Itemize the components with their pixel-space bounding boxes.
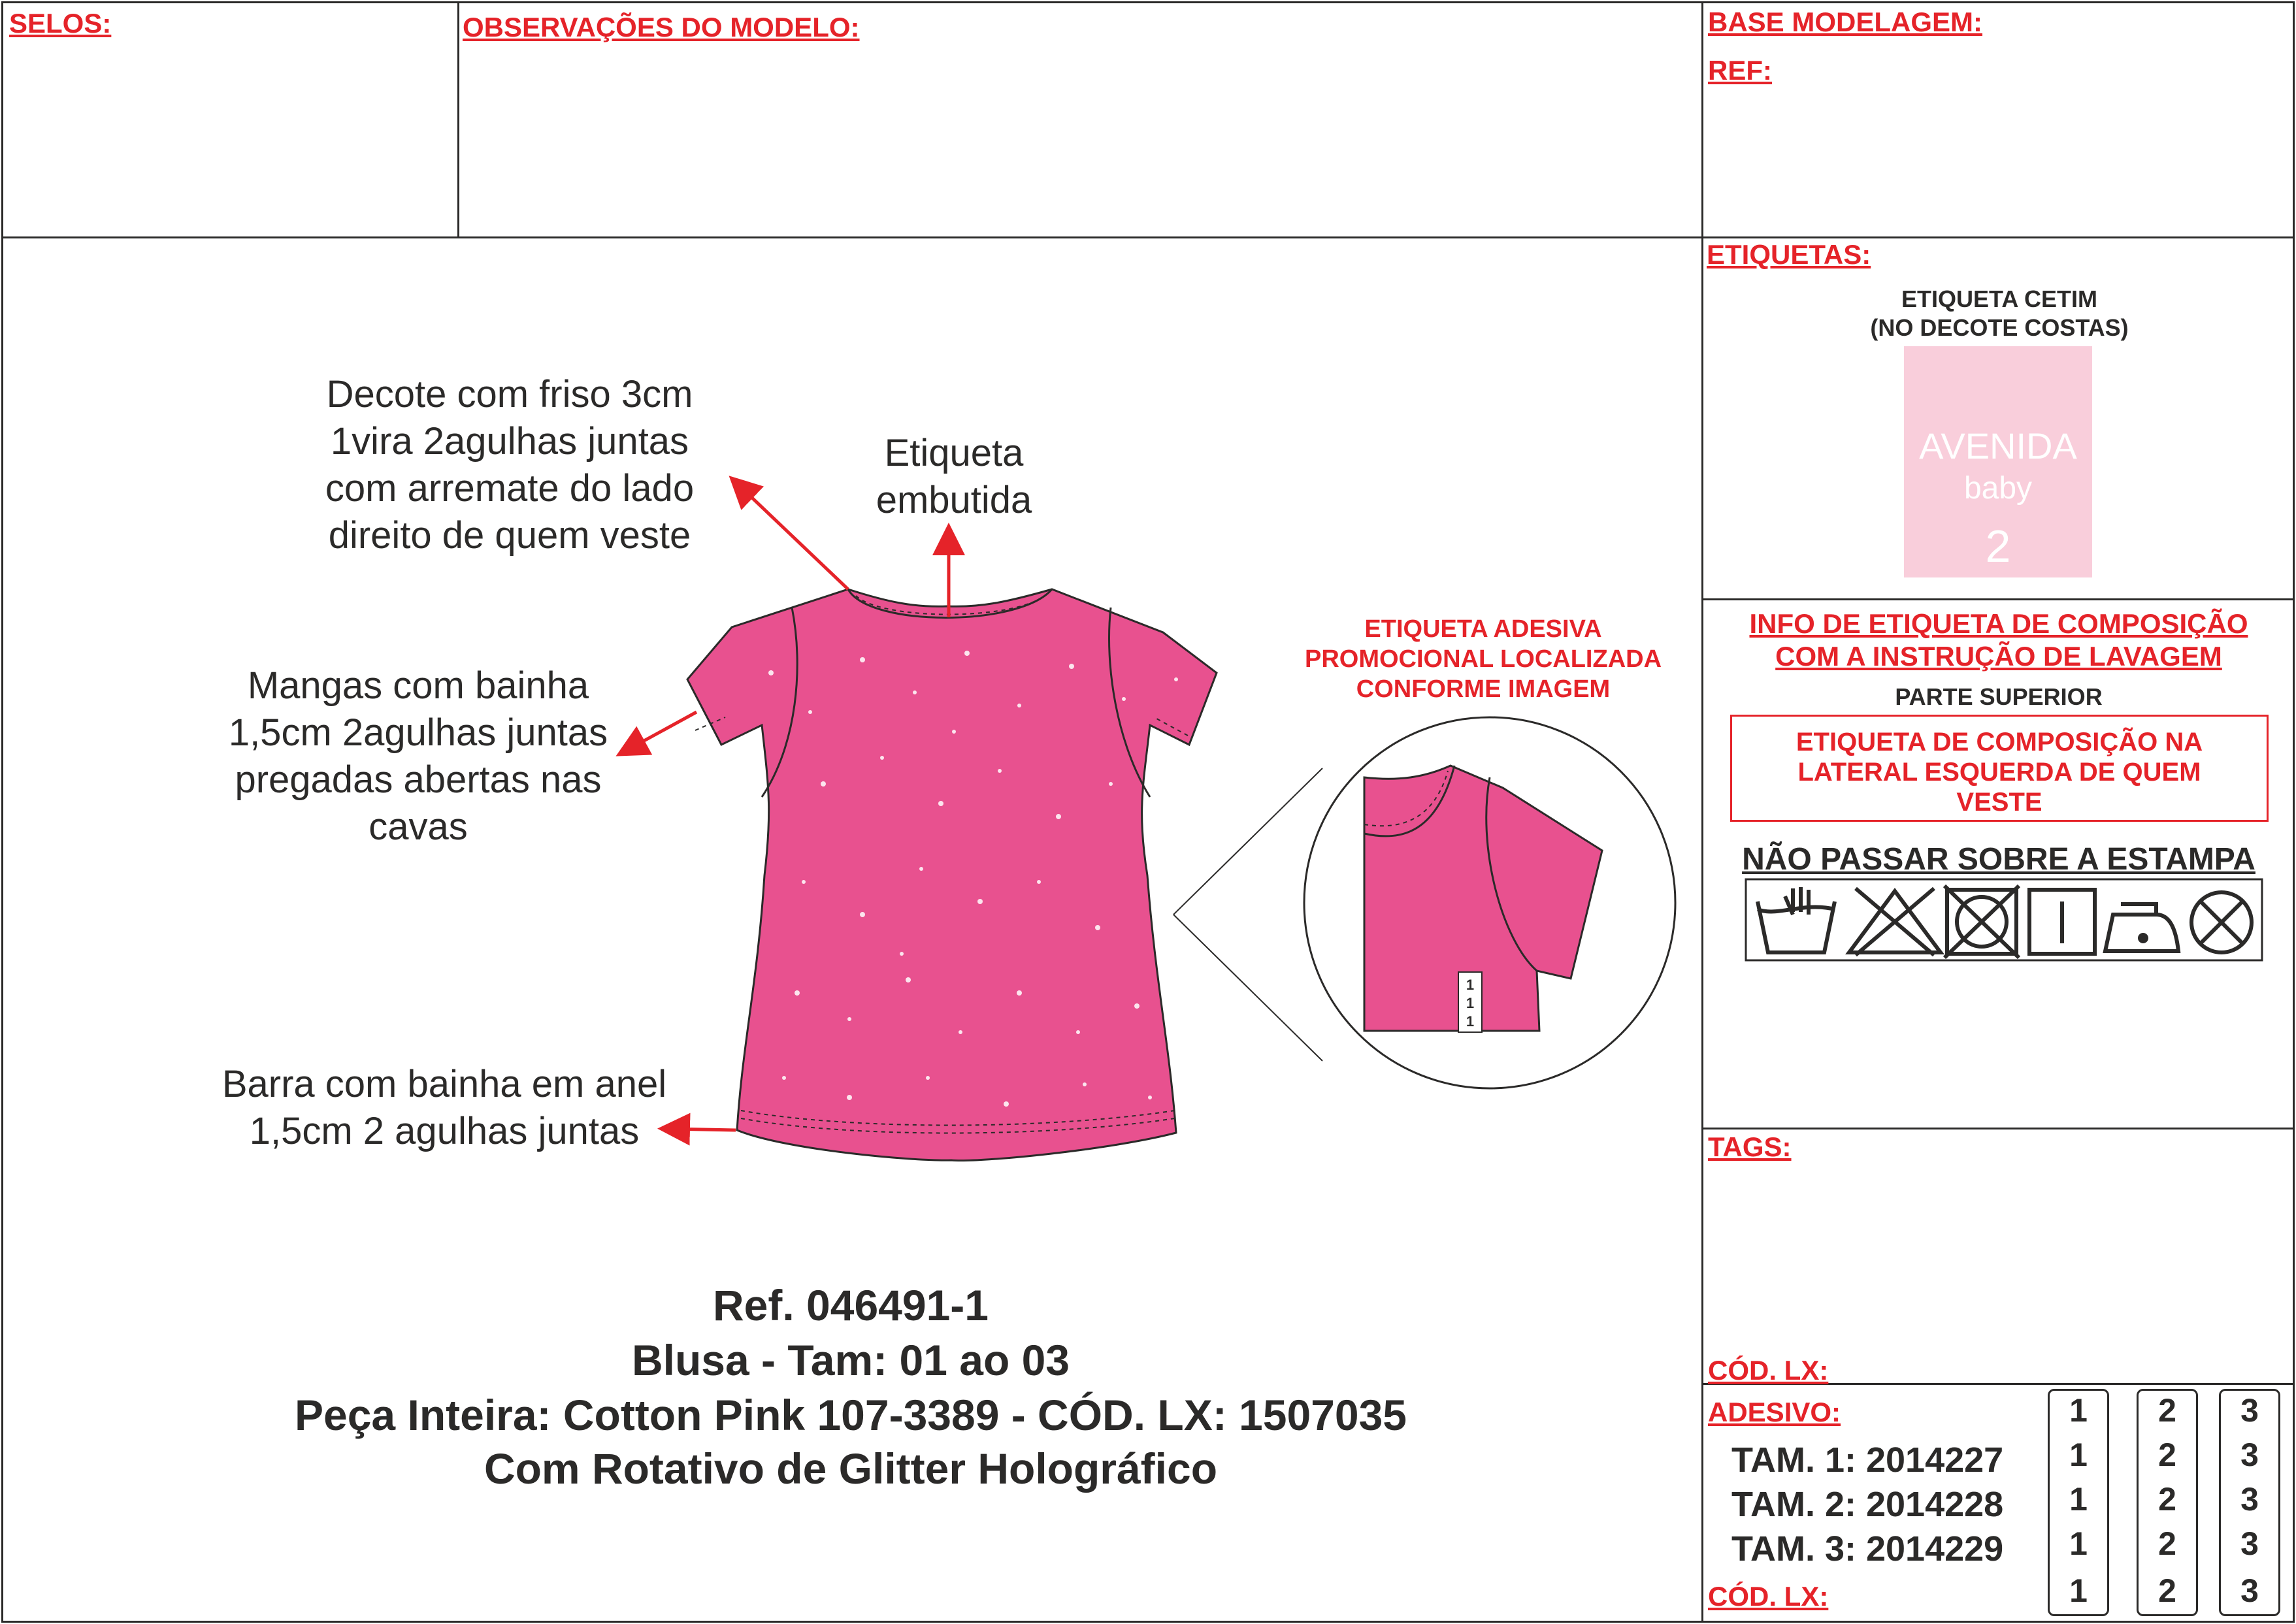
adesivo-heading: ADESIVO: (1708, 1397, 1841, 1427)
mangas-line-2: 1,5cm 2agulhas juntas (228, 711, 608, 754)
size-digit: 1 (2069, 1481, 2088, 1518)
no-tumble-dry-icon (1944, 886, 2019, 958)
size-digit: 2 (2158, 1437, 2176, 1473)
size-digit: 3 (2240, 1572, 2259, 1609)
tags-cod-lx: CÓD. LX: (1708, 1355, 1829, 1386)
cetim-title-line-2: (NO DECOTE COSTAS) (1870, 314, 2129, 341)
size-digit: 3 (2240, 1481, 2259, 1518)
size-digit: 3 (2240, 1392, 2259, 1429)
size-digit: 1 (2069, 1392, 2088, 1429)
mangas-line-3: pregadas abertas nas (235, 758, 602, 801)
adesivo-tam-3: TAM. 3: 2014229 (1731, 1529, 2004, 1568)
box-line-1: ETIQUETA DE COMPOSIÇÃO NA (1796, 728, 2203, 756)
adesivo-tam-1: TAM. 1: 2014227 (1731, 1440, 2004, 1480)
product-ref: Ref. 046491-1 (713, 1281, 989, 1329)
product-fabric: Peça Inteira: Cotton Pink 107-3389 - CÓD. LX: 1507035 (295, 1391, 1407, 1439)
ref-label: REF: (1708, 55, 1772, 86)
etiquetas-heading: ETIQUETAS: (1707, 239, 1871, 270)
zoom-digit-2: 1 (1466, 995, 1475, 1011)
etiqueta-line-2: embutida (876, 479, 1032, 521)
selos-label: SELOS: (9, 8, 112, 39)
size-digit: 2 (2158, 1392, 2176, 1429)
cetim-title-line-1: ETIQUETA CETIM (1901, 285, 2097, 312)
observacoes-label: OBSERVAÇÕES DO MODELO: (463, 12, 860, 42)
adesiva-line-3: CONFORME IMAGEM (1356, 675, 1611, 703)
size-digit: 2 (2158, 1572, 2176, 1609)
size-digit: 3 (2240, 1525, 2259, 1562)
parte-superior: PARTE SUPERIOR (1895, 683, 2103, 710)
size-digit: 3 (2240, 1437, 2259, 1473)
decote-line-2: 1vira 2agulhas juntas (330, 420, 689, 463)
composicao-heading-line-1: INFO DE ETIQUETA DE COMPOSIÇÃO (1749, 608, 2248, 639)
size-digit: 2 (2158, 1525, 2176, 1562)
adesivo-tam-2: TAM. 2: 2014228 (1731, 1485, 2004, 1524)
decote-line-3: com arremate do lado (325, 467, 695, 510)
size-digit: 1 (2069, 1437, 2088, 1473)
decote-line-4: direito de quem veste (328, 514, 691, 557)
barra-line-2: 1,5cm 2 agulhas juntas (249, 1110, 640, 1152)
mangas-line-4: cavas (369, 805, 468, 848)
product-detail: Com Rotativo de Glitter Holográfico (484, 1444, 1218, 1493)
adesiva-line-2: PROMOCIONAL LOCALIZADA (1304, 645, 1662, 673)
decote-line-1: Decote com friso 3cm (326, 373, 693, 415)
zoom-digit-1: 1 (1466, 977, 1475, 993)
label-sub: baby (1963, 471, 2033, 506)
adesiva-line-1: ETIQUETA ADESIVA (1364, 615, 1602, 643)
tags-heading: TAGS: (1708, 1131, 1792, 1162)
size-digit: 1 (2069, 1572, 2088, 1609)
size-digit: 2 (2158, 1481, 2176, 1518)
label-brand: AVENIDA (1919, 425, 2077, 466)
composicao-heading-line-2: COM A INSTRUÇÃO DE LAVAGEM (1775, 641, 2222, 672)
product-name: Blusa - Tam: 01 ao 03 (631, 1336, 1070, 1384)
box-line-3: VESTE (1956, 788, 2042, 817)
base-modelagem-label: BASE MODELAGEM: (1708, 7, 1982, 37)
label-size: 2 (1985, 521, 2011, 572)
box-line-2: LATERAL ESQUERDA DE QUEM (1797, 758, 2201, 787)
mangas-line-1: Mangas com bainha (247, 664, 589, 707)
size-digit: 1 (2069, 1525, 2088, 1562)
adesivo-cod-lx: CÓD. LX: (1708, 1581, 1829, 1612)
zoom-digit-3: 1 (1466, 1013, 1475, 1030)
barra-line-1: Barra com bainha em anel (221, 1063, 667, 1105)
nao-passar-warning: NÃO PASSAR SOBRE A ESTAMPA (1742, 842, 2255, 877)
etiqueta-line-1: Etiqueta (884, 432, 1024, 474)
